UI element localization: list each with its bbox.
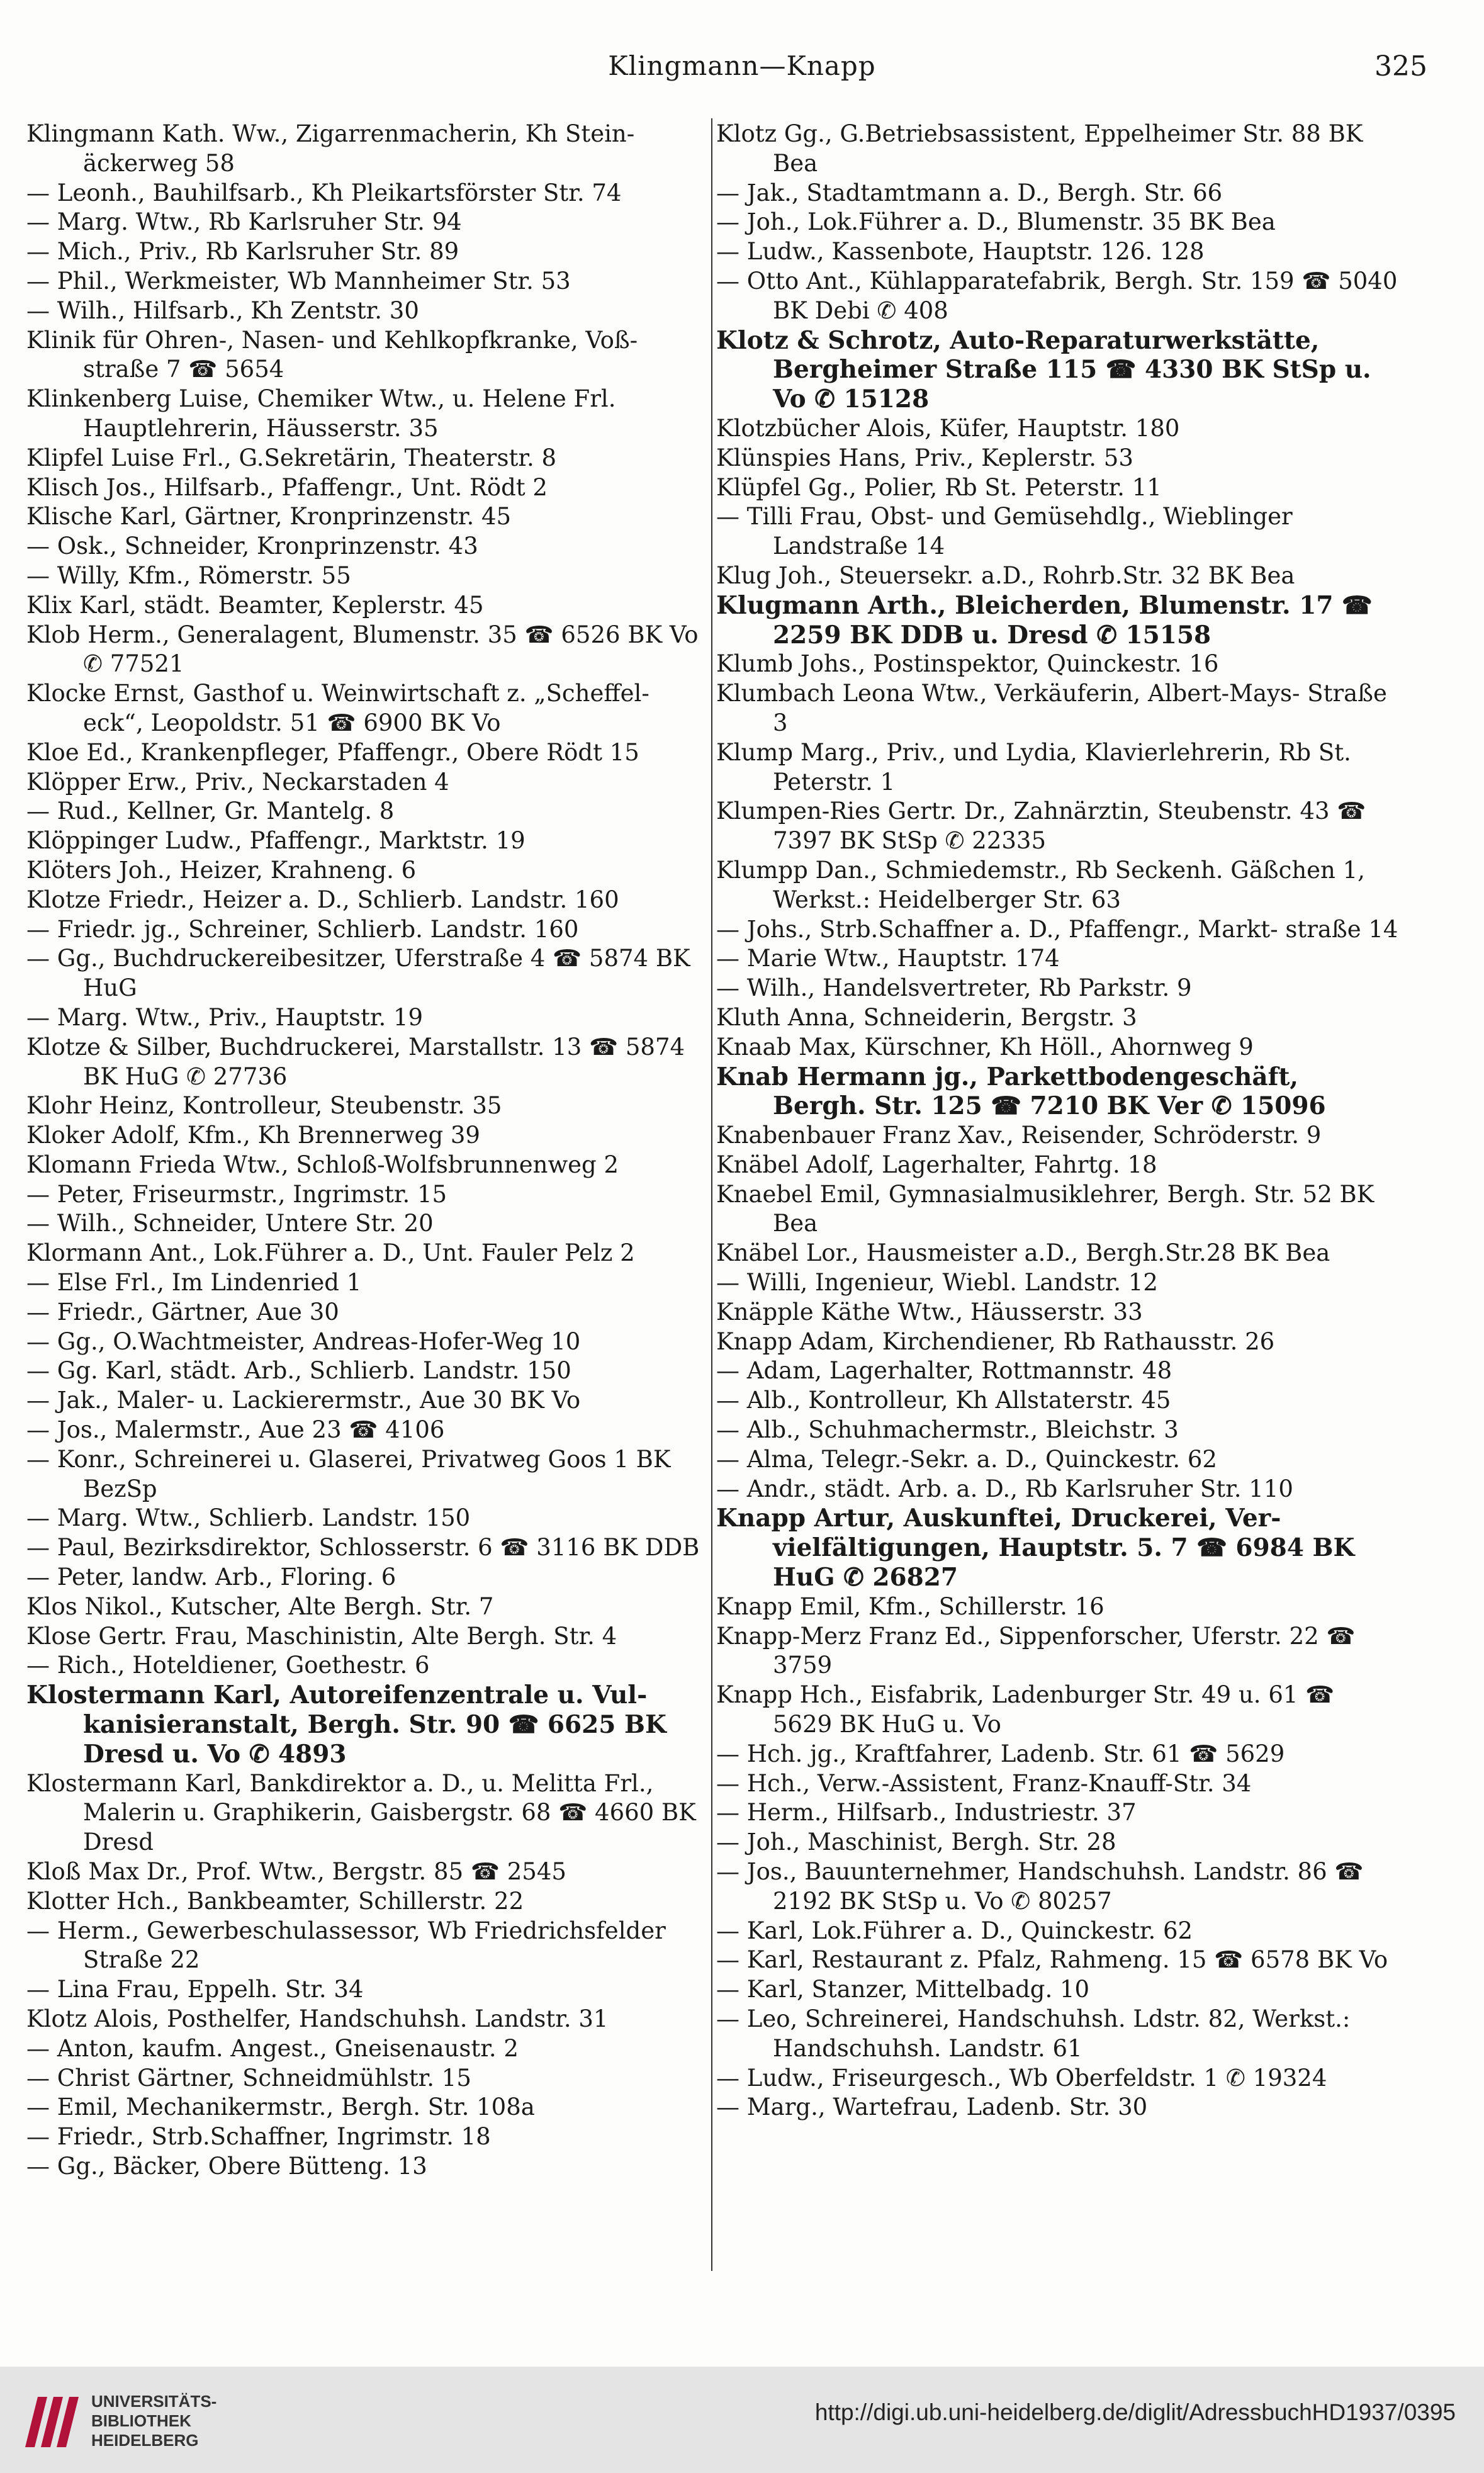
directory-entry: Klotz Alois, Posthelfer, Handschuhsh. Landstr. 31 [26,2005,609,2032]
directory-entry: — Jos., Malermstr., Aue 23 ☎ 4106 [26,1416,445,1444]
directory-entry: Klump Marg., Priv., und Lydia, Klavierlehrerin, Rb St. Peterstr. 1 [716,738,1351,796]
directory-entry: — Gg., Buchdruckereibesitzer, Uferstraße 4 ☎ 5874 BK HuG [26,945,690,1002]
source-url[interactable]: http://digi.ub.uni-heidelberg.de/diglit/AdressbuchHD1937/0395 [814,2399,1456,2425]
directory-entry: — Anton, kaufm. Angest., Gneisenaustr. 2 [26,2034,519,2062]
directory-entry: — Alb., Kontrolleur, Kh Allstaterstr. 45 [716,1387,1171,1414]
directory-entry: Klingmann Kath. Ww., Zigarrenmacherin, Kh Stein- äckerweg 58 [26,120,635,177]
directory-entry: Klob Herm., Generalagent, Blumenstr. 35 ☎ 6526 BK Vo ✆ 77521 [26,621,699,678]
directory-entry: — Marie Wtw., Hauptstr. 174 [716,945,1060,972]
directory-entry: Klotz Gg., G.Betriebsassistent, Eppelheimer Str. 88 BK Bea [716,120,1363,177]
directory-entry: — Else Frl., Im Lindenried 1 [26,1269,362,1297]
directory-entry: Klostermann Karl, Bankdirektor a. D., u. Melitta Frl., Malerin u. Graphikerin, Gaisbergstr. 68 ☎ 4660 BK Dresd [26,1769,696,1856]
directory-entry: — Jos., Bauunternehmer, Handschuhsh. Landstr. 86 ☎ 2192 BK StSp u. Vo ✆ 80257 [716,1858,1364,1915]
directory-entry: Klotzbücher Alois, Küfer, Hauptstr. 180 [716,414,1180,442]
directory-entry: — Marg. Wtw., Priv., Hauptstr. 19 [26,1003,424,1031]
directory-entry: Klumpen-Ries Gertr. Dr., Zahnärztin, Steubenstr. 43 ☎ 7397 BK StSp ✆ 22335 [716,797,1366,855]
directory-entry: — Ludw., Friseurgesch., Wb Oberfeldstr. 1 ✆ 19324 [716,2064,1327,2092]
directory-entry: Kluth Anna, Schneiderin, Bergstr. 3 [716,1003,1137,1031]
directory-entry: — Jak., Maler- u. Lackierermstr., Aue 30 BK Vo [26,1387,581,1414]
directory-entry: — Karl, Lok.Führer a. D., Quinckestr. 62 [716,1917,1193,1944]
library-line-2: BIBLIOTHEK [91,2411,191,2430]
directory-entry: — Rich., Hoteldiener, Goethestr. 6 [26,1652,430,1679]
directory-entry: Knaebel Emil, Gymnasialmusiklehrer, Bergh. Str. 52 BK Bea [716,1180,1374,1237]
directory-entry: — Wilh., Handelsvertreter, Rb Parkstr. 9 [716,974,1192,1002]
directory-entry: — Ludw., Kassenbote, Hauptstr. 126. 128 [716,238,1205,266]
directory-entry: — Friedr., Gärtner, Aue 30 [26,1298,339,1326]
directory-entry: Klohr Heinz, Kontrolleur, Steubenstr. 35 [26,1092,502,1120]
directory-entry: Klüpfel Gg., Polier, Rb St. Peterstr. 11 [716,473,1162,501]
directory-entry: Klünspies Hans, Priv., Keplerstr. 53 [716,444,1133,471]
library-name [91,2392,216,2450]
directory-entry: — Leo, Schreinerei, Handschuhsh. Ldstr. 82, Werkst.: Handschuhsh. Landstr. 61 [716,2005,1351,2062]
directory-entry: — Phil., Werkmeister, Wb Mannheimer Str. 53 [26,267,571,295]
directory-entry: — Hch., Verw.-Assistent, Franz-Knauff-Str. 34 [716,1769,1252,1797]
directory-entry: Klipfel Luise Frl., G.Sekretärin, Theaterstr. 8 [26,444,557,471]
directory-entry: — Alma, Telegr.-Sekr. a. D., Quinckestr. 62 [716,1445,1217,1473]
directory-entry: — Friedr. jg., Schreiner, Schlierb. Landstr. 160 [26,915,579,943]
left-column [26,120,709,2182]
footer-bar [0,2367,1484,2473]
directory-entry: Klotze Friedr., Heizer a. D., Schlierb. Landstr. 160 [26,886,619,913]
directory-entry: — Otto Ant., Kühlapparatefabrik, Bergh. Str. 159 ☎ 5040 BK Debi ✆ 408 [716,267,1398,324]
directory-entry: Klotz & Schrotz, Auto-Reparaturwerkstätte, Bergheimer Straße 115 ☎ 4330 BK StSp u. Vo ✆ 15128 [716,325,1371,414]
directory-entry: Klotter Hch., Bankbeamter, Schillerstr. 22 [26,1887,524,1915]
directory-entry: Klugmann Arth., Bleicherden, Blumenstr. 17 ☎ 2259 BK DDB u. Dresd ✆ 15158 [716,590,1373,650]
directory-entry: Klose Gertr. Frau, Maschinistin, Alte Bergh. Str. 4 [26,1622,617,1650]
directory-entry: — Lina Frau, Eppelh. Str. 34 [26,1976,364,2003]
directory-entry: Knabenbauer Franz Xav., Reisender, Schröderstr. 9 [716,1122,1322,1149]
directory-entry: Klocke Ernst, Gasthof u. Weinwirtschaft z. „Scheffel- eck“, Leopoldstr. 51 ☎ 6900 BK Vo [26,680,649,736]
directory-entry: Kloker Adolf, Kfm., Kh Brennerweg 39 [26,1122,480,1149]
directory-entry: — Johs., Strb.Schaffner a. D., Pfaffengr., Markt- straße 14 [716,915,1398,943]
directory-entry: — Herm., Gewerbeschulassessor, Wb Friedrichsfelder Straße 22 [26,1917,666,1974]
directory-entry: — Christ Gärtner, Schneidmühlstr. 15 [26,2064,471,2092]
directory-entry: Knapp Artur, Auskunftei, Druckerei, Ver- vielfältigungen, Hauptstr. 5. 7 ☎ 6984 BK HuG ✆ 26827 [716,1504,1355,1592]
directory-entry: — Andr., städt. Arb. a. D., Rb Karlsruher Str. 110 [716,1475,1293,1502]
directory-entry: Klische Karl, Gärtner, Kronprinzenstr. 45 [26,503,512,531]
directory-entry: Klinik für Ohren-, Nasen- und Kehlkopfkranke, Voß- straße 7 ☎ 5654 [26,326,638,383]
directory-entry: — Adam, Lagerhalter, Rottmannstr. 48 [716,1357,1172,1385]
directory-entry: Klostermann Karl, Autoreifenzentrale u. Vul- kanisieranstalt, Bergh. Str. 90 ☎ 6625 BK Dresd u. Vo ✆ 4893 [26,1681,666,1769]
directory-entry: — Gg. Karl, städt. Arb., Schlierb. Landstr. 150 [26,1357,571,1385]
directory-entry: — Marg., Wartefrau, Ladenb. Str. 30 [716,2093,1148,2121]
directory-entry: Knäpple Käthe Wtw., Häusserstr. 33 [716,1298,1143,1326]
directory-entry: Knäbel Adolf, Lagerhalter, Fahrtg. 18 [716,1151,1157,1178]
library-line-3: HEIDELBERG [91,2431,199,2450]
directory-entry: — Karl, Stanzer, Mittelbadg. 10 [716,1976,1090,2003]
directory-entry: Klormann Ant., Lok.Führer a. D., Unt. Fauler Pelz 2 [26,1239,635,1267]
directory-entry: Klöpper Erw., Priv., Neckarstaden 4 [26,768,449,796]
directory-entry: — Osk., Schneider, Kronprinzenstr. 43 [26,532,478,560]
directory-entry: Kloe Ed., Krankenpfleger, Pfaffengr., Obere Rödt 15 [26,738,639,766]
directory-entry: — Marg. Wtw., Rb Karlsruher Str. 94 [26,208,462,236]
directory-entry: Knapp Adam, Kirchendiener, Rb Rathausstr. 26 [716,1327,1275,1355]
directory-entry: — Peter, landw. Arb., Floring. 6 [26,1563,396,1591]
directory-entry: — Leonh., Bauhilfsarb., Kh Pleikartsförster Str. 74 [26,179,622,206]
directory-entry: — Emil, Mechanikermstr., Bergh. Str. 108a [26,2093,535,2121]
page-number: 325 [1374,50,1427,82]
directory-entry: Klotze & Silber, Buchdruckerei, Marstallstr. 13 ☎ 5874 BK HuG ✆ 27736 [26,1033,685,1090]
page-header [25,50,1459,94]
directory-entry: Klug Joh., Steuersekr. a.D., Rohrb.Str. 32 BK Bea [716,561,1295,589]
right-column [716,120,1399,2122]
directory-entry: Klomann Frieda Wtw., Schloß-Wolfsbrunnenweg 2 [26,1151,619,1178]
directory-entry: — Marg. Wtw., Schlierb. Landstr. 150 [26,1504,471,1532]
directory-entry: Klöters Joh., Heizer, Krahneng. 6 [26,856,417,884]
directory-entry: — Karl, Restaurant z. Pfalz, Rahmeng. 15 ☎ 6578 BK Vo [716,1946,1388,1974]
directory-entry: — Gg., Bäcker, Obere Bütteng. 13 [26,2152,427,2180]
directory-entry: Klumb Johs., Postinspektor, Quinckestr. 16 [716,650,1219,678]
directory-entry: — Gg., O.Wachtmeister, Andreas-Hofer-Weg 10 [26,1327,581,1355]
directory-entry: — Jak., Stadtamtmann a. D., Bergh. Str. 66 [716,179,1223,206]
directory-entry: — Peter, Friseurmstr., Ingrimstr. 15 [26,1180,447,1208]
directory-entry: Knapp Emil, Kfm., Schillerstr. 16 [716,1592,1105,1620]
directory-entry: — Rud., Kellner, Gr. Mantelg. 8 [26,797,395,825]
directory-entry: Klöppinger Ludw., Pfaffengr., Marktstr. 19 [26,827,526,855]
directory-entry: Knab Hermann jg., Parkettbodengeschäft, Bergh. Str. 125 ☎ 7210 BK Ver ✆ 15096 [716,1062,1326,1121]
directory-entry: — Hch. jg., Kraftfahrer, Ladenb. Str. 61 ☎ 5629 [716,1740,1285,1767]
directory-entry: — Wilh., Hilfsarb., Kh Zentstr. 30 [26,296,419,324]
directory-entry: — Friedr., Strb.Schaffner, Ingrimstr. 18 [26,2123,491,2151]
directory-entry: Klumpp Dan., Schmiedemstr., Rb Seckenh. Gäßchen 1, Werkst.: Heidelberger Str. 63 [716,856,1365,913]
column-divider [711,118,712,2271]
directory-entry: Klix Karl, städt. Beamter, Keplerstr. 45 [26,591,484,619]
directory-entry: Knaab Max, Kürschner, Kh Höll., Ahornweg 9 [716,1033,1254,1061]
directory-entry: — Tilli Frau, Obst- und Gemüsehdlg., Wieblinger Landstraße 14 [716,503,1293,560]
directory-entry: Klinkenberg Luise, Chemiker Wtw., u. Helene Frl. Hauptlehrerin, Häusserstr. 35 [26,385,616,442]
directory-entry: — Joh., Maschinist, Bergh. Str. 28 [716,1828,1116,1856]
directory-entry: Klos Nikol., Kutscher, Alte Bergh. Str. 7 [26,1592,494,1620]
directory-entry: — Alb., Schuhmachermstr., Bleichstr. 3 [716,1416,1179,1444]
directory-entry: — Herm., Hilfsarb., Industriestr. 37 [716,1799,1137,1827]
directory-entry: Knapp-Merz Franz Ed., Sippenforscher, Uferstr. 22 ☎ 3759 [716,1622,1356,1679]
directory-entry: Kloß Max Dr., Prof. Wtw., Bergstr. 85 ☎ 2545 [26,1858,566,1886]
directory-entry: — Willy, Kfm., Römerstr. 55 [26,561,351,589]
directory-entry: — Wilh., Schneider, Untere Str. 20 [26,1210,434,1237]
directory-entry: — Mich., Priv., Rb Karlsruher Str. 89 [26,238,459,266]
directory-entry: Knäbel Lor., Hausmeister a.D., Bergh.Str.28 BK Bea [716,1239,1330,1267]
directory-entry: Klisch Jos., Hilfsarb., Pfaffengr., Unt. Rödt 2 [26,473,548,501]
directory-entry: — Konr., Schreinerei u. Glaserei, Privatweg Goos 1 BK BezSp [26,1445,671,1502]
directory-entry: — Joh., Lok.Führer a. D., Blumenstr. 35 BK Bea [716,208,1276,236]
directory-entry: — Paul, Bezirksdirektor, Schlosserstr. 6 ☎ 3116 BK DDB [26,1534,700,1562]
directory-entry: — Willi, Ingenieur, Wiebl. Landstr. 12 [716,1269,1158,1297]
directory-entry: Knapp Hch., Eisfabrik, Ladenburger Str. 49 u. 61 ☎ 5629 BK HuG u. Vo [716,1681,1335,1738]
university-logo [19,2384,82,2453]
library-line-1: UNIVERSITÄTS- [91,2392,217,2411]
running-head: Klingmann—Knapp [608,50,876,81]
directory-entry: Klumbach Leona Wtw., Verkäuferin, Albert-Mays- Straße 3 [716,680,1387,736]
